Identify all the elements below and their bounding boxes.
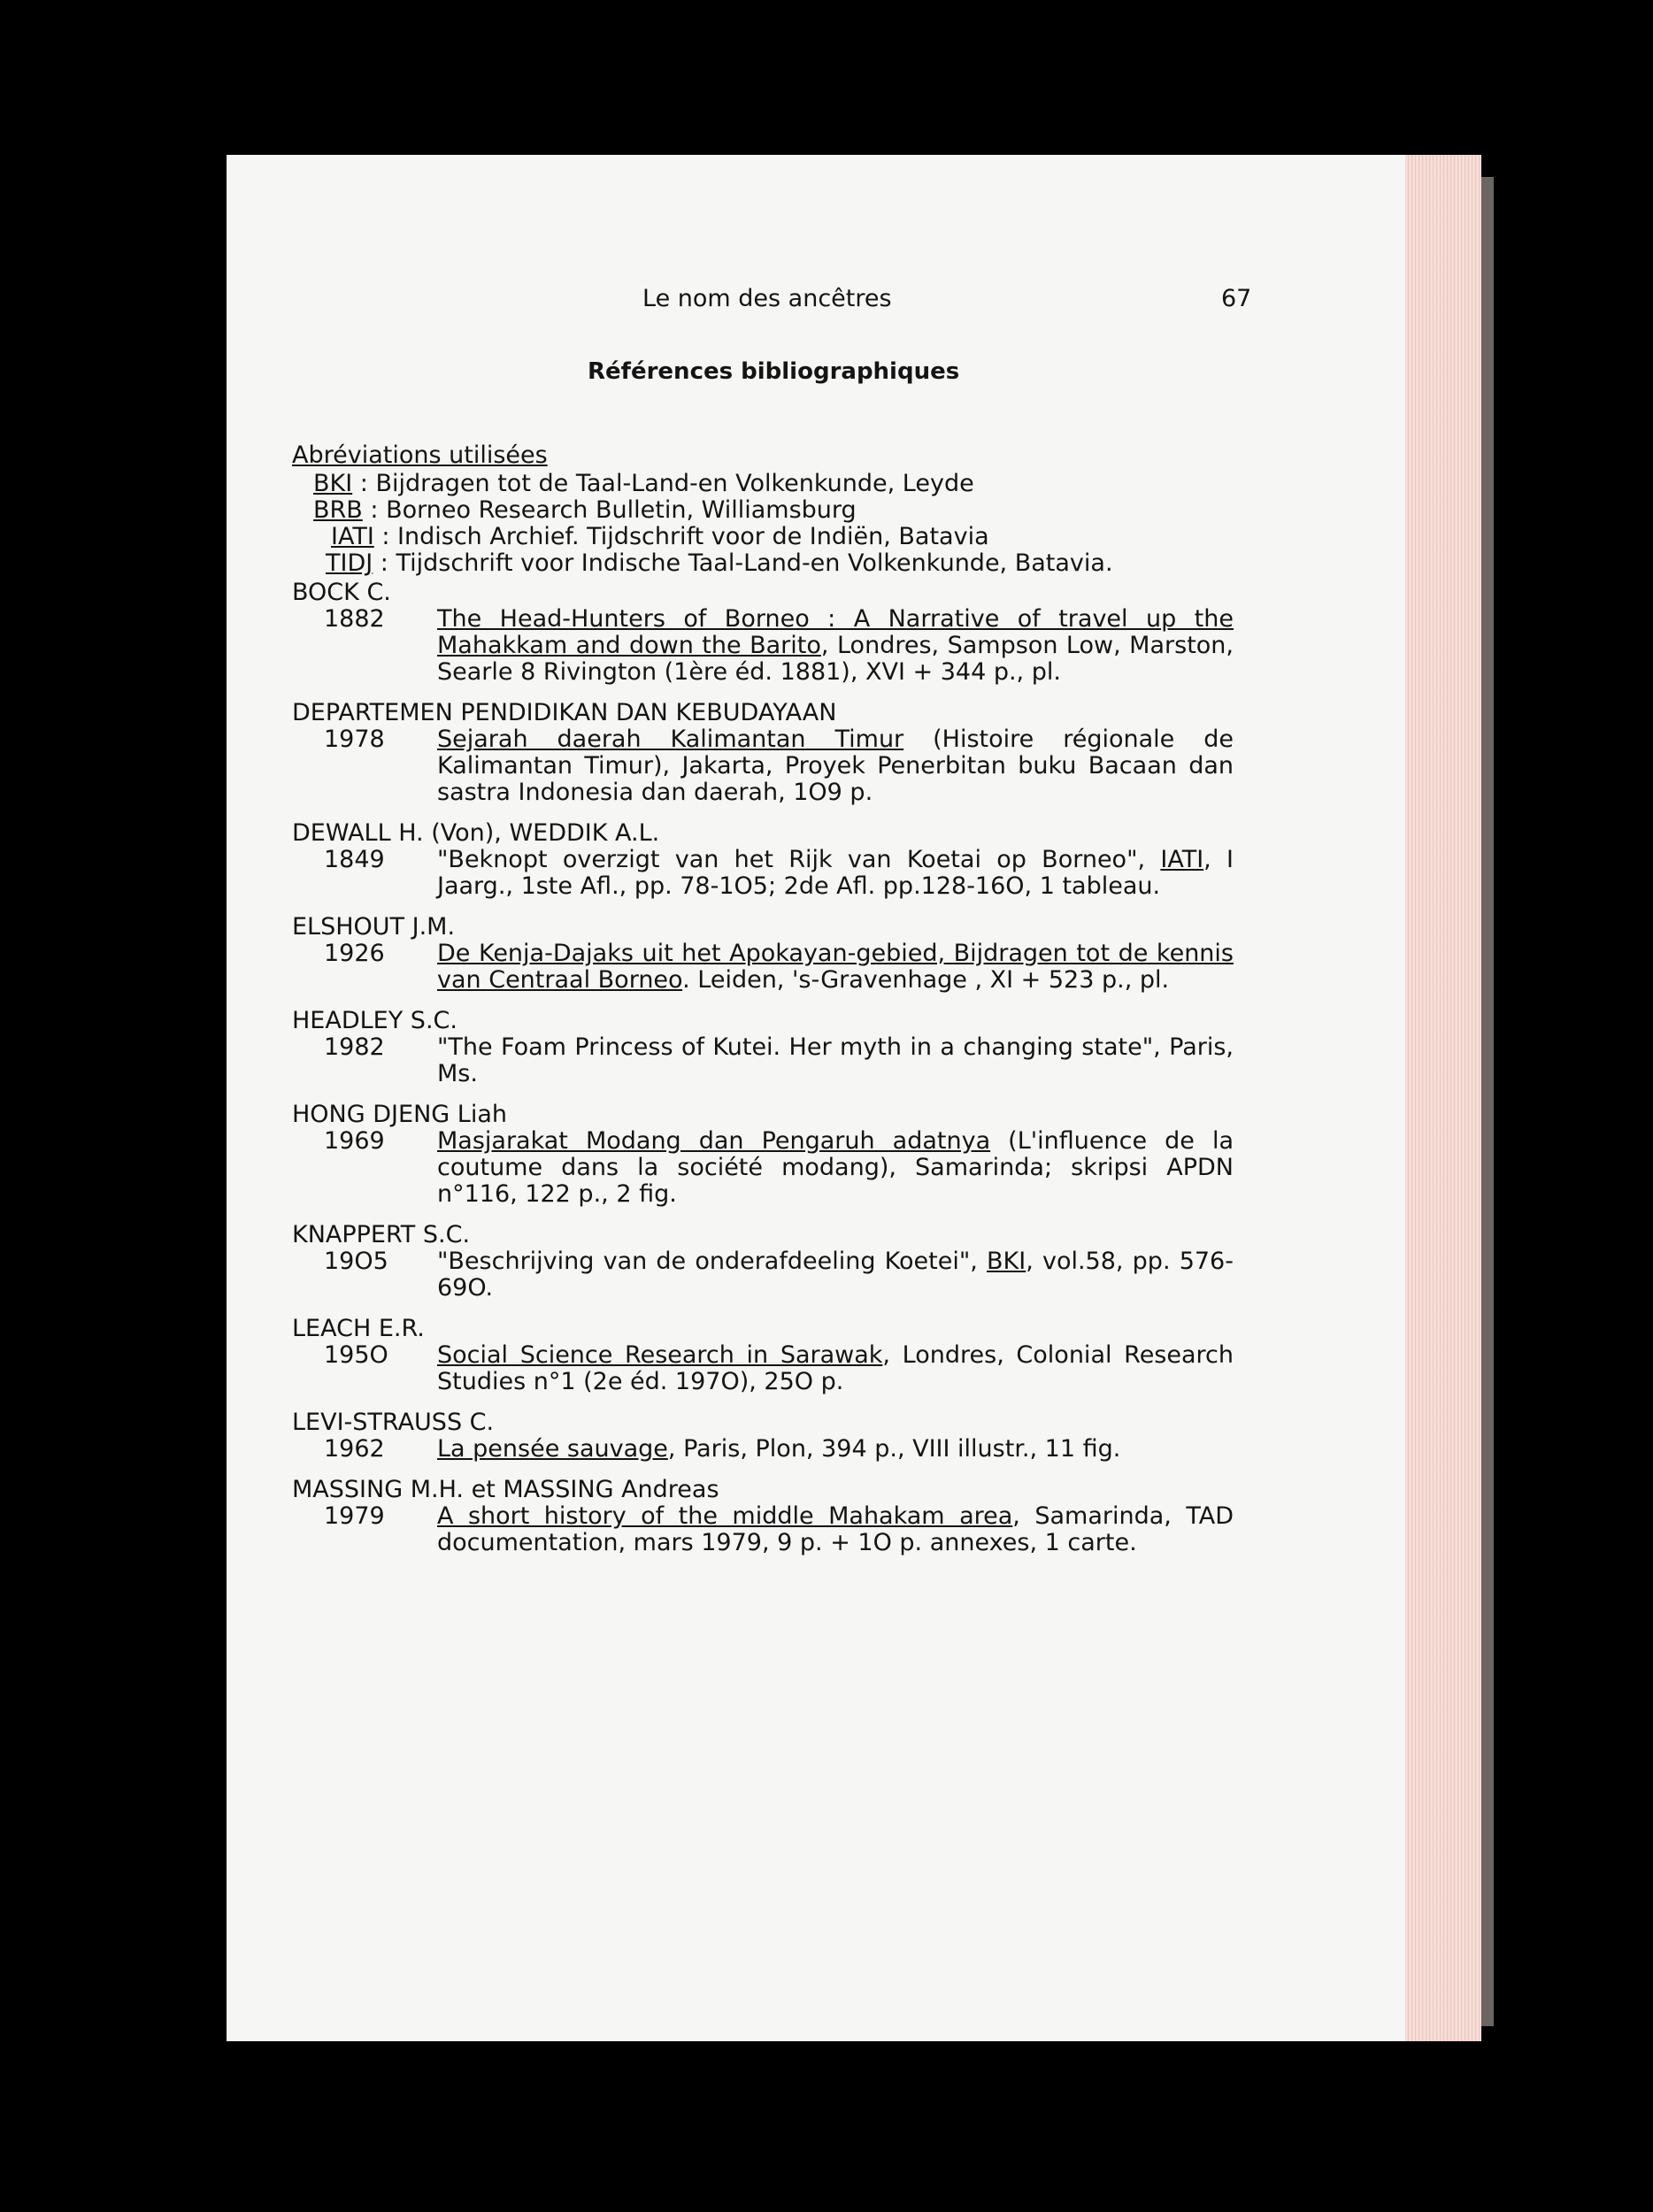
reference-year: 1926 <box>324 940 385 967</box>
reference-list <box>292 580 1336 1571</box>
abbreviation-item <box>313 524 1198 550</box>
abbreviation-code: BKI <box>313 470 353 497</box>
reference-text <box>437 726 1234 806</box>
page-number: 67 <box>1221 285 1252 312</box>
reference-entry <box>292 1008 1336 1087</box>
running-title: Le nom des ancêtres <box>642 285 892 312</box>
reference-prefix: "Beschrijving van de onderafdeeling Koetei", <box>437 1248 988 1275</box>
reference-text <box>437 1128 1234 1208</box>
reference-author: HONG DJENG Liah <box>292 1101 507 1128</box>
reference-details: . Leiden, 's-Gravenhage , XI + 523 p., pl. <box>682 966 1170 994</box>
reference-text <box>437 606 1234 686</box>
reference-year: 1882 <box>324 605 385 633</box>
reference-title: The Head-Hunters of Borneo : A Narrative of travel up the Mahakkam and down the Barito <box>437 605 1234 659</box>
reference-details: , vol.58, pp. 576-69O. <box>437 1248 1234 1302</box>
reference-year: 19O5 <box>324 1248 388 1275</box>
abbreviation-text: : Indisch Archief. Tijdschrift voor de Indiën, Batavia <box>373 523 989 550</box>
page-edge <box>1405 155 1481 2041</box>
section-title: Références bibliographiques <box>588 358 960 385</box>
reference-details: , I Jaarg., 1ste Afl., pp. 78-1O5; 2de Afl. pp.128-16O, 1 tableau. <box>437 846 1234 900</box>
book-spine-edge <box>1481 177 1494 2026</box>
reference-details: , Londres, Sampson Low, Marston, Searle 8 Rivington (1ère éd. 1881), XVI + 344 p., pl. <box>437 632 1234 686</box>
reference-entry <box>292 1316 1336 1395</box>
reference-title: BKI <box>987 1248 1026 1275</box>
reference-text <box>437 1436 1234 1463</box>
reference-year: 1962 <box>324 1435 385 1463</box>
reference-title: De Kenja-Dajaks uit het Apokayan-gebied, Bijdragen tot de kennis van Centraal Borneo <box>437 940 1234 994</box>
reference-author: ELSHOUT J.M. <box>292 913 456 941</box>
reference-entry <box>292 820 1336 900</box>
abbreviation-item <box>313 497 1198 524</box>
reference-title: IATI <box>1160 846 1204 873</box>
reference-details: , Paris, Plon, 394 p., VIII illustr., 11 fig. <box>667 1435 1121 1463</box>
reference-entry <box>292 700 1336 806</box>
reference-text <box>437 941 1234 994</box>
reference-author: HEADLEY S.C. <box>292 1007 457 1034</box>
reference-year: 1979 <box>324 1502 385 1530</box>
reference-entry <box>292 914 1336 994</box>
reference-author: LEACH E.R. <box>292 1315 425 1342</box>
reference-title: Social Science Research in Sarawak <box>437 1341 883 1369</box>
abbreviation-code: BRB <box>313 496 363 524</box>
abbreviation-item <box>313 550 1198 577</box>
reference-title: Sejarah daerah Kalimantan Timur <box>437 726 904 753</box>
reference-entry <box>292 580 1336 686</box>
reference-text <box>437 1503 1234 1556</box>
reference-prefix: "Beknopt overzigt van het Rijk van Koetai op Borneo", <box>437 846 1161 873</box>
reference-title: La pensée sauvage <box>437 1435 668 1463</box>
reference-text <box>437 1034 1234 1087</box>
reference-entry <box>292 1409 1336 1463</box>
reference-author: MASSING M.H. et MASSING Andreas <box>292 1476 719 1503</box>
abbreviation-text: : Borneo Research Bulletin, Williamsburg <box>362 496 857 524</box>
reference-details: (L'influence de la coutume dans la société modang), Samarinda; skripsi APDN n°116, 122 p., 2 fig. <box>437 1127 1234 1208</box>
reference-year: 1982 <box>324 1033 385 1061</box>
reference-year: 1849 <box>324 846 385 873</box>
reference-year: 195O <box>324 1341 388 1369</box>
reference-author: DEWALL H. (Von), WEDDIK A.L. <box>292 819 660 847</box>
reference-year: 1978 <box>324 726 385 753</box>
reference-title: A short history of the middle Mahakam area <box>437 1502 1013 1530</box>
reference-author: LEVI-STRAUSS C. <box>292 1409 495 1436</box>
reference-author: BOCK C. <box>292 579 391 606</box>
page-content <box>227 155 1405 2041</box>
reference-entry <box>292 1102 1336 1208</box>
abbreviation-text: : Tijdschrift voor Indische Taal-Land-en Volkenkunde, Batavia. <box>373 549 1113 577</box>
reference-text <box>437 1248 1234 1302</box>
abbreviation-code: IATI <box>331 523 374 550</box>
reference-details: (Histoire régionale de Kalimantan Timur), Jakarta, Proyek Penerbitan buku Bacaan dan sastra Indonesia dan daerah, 1O9 p. <box>437 726 1234 806</box>
abbreviation-item <box>313 471 1198 497</box>
reference-author: KNAPPERT S.C. <box>292 1221 471 1248</box>
abbreviations-list <box>313 471 1198 577</box>
reference-details: , Londres, Colonial Research Studies n°1 (2e éd. 197O), 25O p. <box>437 1341 1234 1395</box>
reference-title: Masjarakat Modang dan Pengaruh adatnya <box>437 1127 991 1155</box>
reference-entry <box>292 1477 1336 1556</box>
reference-details: , Samarinda, TAD documentation, mars 1979, 9 p. + 1O p. annexes, 1 carte. <box>437 1502 1234 1556</box>
reference-text <box>437 847 1234 900</box>
reference-text <box>437 1342 1234 1395</box>
reference-prefix: "The Foam Princess of Kutei. Her myth in a changing state", Paris, Ms. <box>437 1033 1234 1087</box>
reference-entry <box>292 1222 1336 1302</box>
abbreviation-text: : Bijdragen tot de Taal-Land-en Volkenkunde, Leyde <box>352 470 974 497</box>
abbreviations-heading: Abréviations utilisées <box>292 442 548 469</box>
reference-year: 1969 <box>324 1127 385 1155</box>
book-page <box>227 155 1405 2041</box>
abbreviation-code: TIDJ <box>326 549 373 577</box>
reference-author: DEPARTEMEN PENDIDIKAN DAN KEBUDAYAAN <box>292 699 837 726</box>
